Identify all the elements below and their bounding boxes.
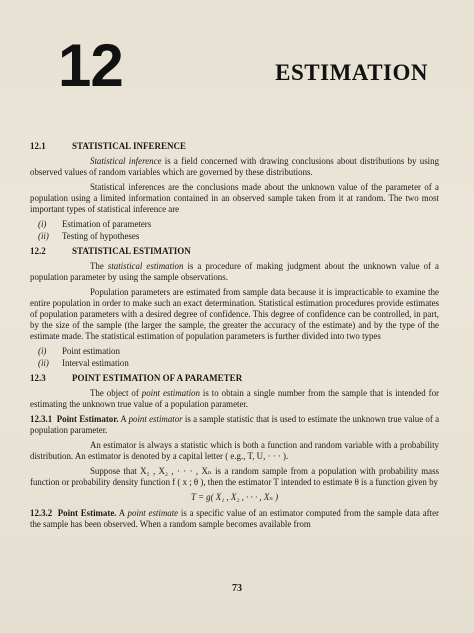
paragraph-text: A [118, 414, 129, 424]
term: statistical estimation [107, 261, 184, 271]
paragraph: Statistical inferences are the conclusions made about the unknown value of the parameter of a population using a limited information contained in an observed sample taken from it at random. The two most important types of statistical inference are [30, 182, 439, 214]
paragraph [30, 156, 439, 178]
paragraph-text: The object of [90, 388, 142, 398]
paragraph-text: is a field concerned with drawing conclusions about distributions by using observed values of random variables which are governed by these distributions. [30, 156, 440, 177]
section-heading-12-3 [30, 373, 439, 384]
page-content [30, 138, 439, 534]
paragraph [30, 388, 439, 410]
paragraph: Suppose that X₁ , X₂ , · · · , Xₙ is a random sample from a population with probability mass function or probability density function f ( x ; θ ), then the estimator T intended to estimate θ is a function given by [30, 466, 439, 487]
list-marker: (ii) [38, 358, 49, 368]
paragraph-text: is a procedure of making judgment about the unknown value of a population parameter by using the sample observations. [30, 261, 439, 282]
paragraph-text: is to obtain a single number from the sample that is intended for estimating the unknown true value of a population parameter. [30, 388, 439, 409]
formula: T = g( X₁ , X₂ , · · · , Xₙ ) [190, 492, 279, 502]
chapter-title: ESTIMATION [275, 60, 428, 85]
term: point estimation [141, 388, 200, 398]
section-number: 12.3 [30, 373, 46, 383]
list-text: Testing of hypotheses [62, 231, 140, 241]
list-marker: (ii) [38, 231, 49, 241]
term: point estimate [127, 508, 179, 518]
paragraph: An estimator is always a statistic which is both a function and random variable with a probability distribution. An estimator is denoted by a capital letter ( e.g., T, U, · · · ). [30, 440, 439, 461]
paragraph-text: A [116, 508, 128, 518]
list-text: Point estimation [62, 346, 120, 356]
subsection-12-3-2 [30, 508, 439, 530]
section-heading-12-2 [30, 246, 439, 257]
subsection-12-3-1 [30, 414, 439, 436]
list-text: Estimation of parameters [62, 219, 152, 229]
term: point estimator [128, 414, 183, 424]
subsection-number: 12.3.1 [30, 414, 53, 424]
list-marker: (i) [38, 346, 47, 356]
list-item [38, 219, 439, 230]
section-title: STATISTICAL ESTIMATION [72, 246, 191, 256]
paragraph-text: is a specific value of an estimator computed from the sample data after the sample has been observed. When a random sample becomes available from [30, 508, 439, 529]
section-number: 12.1 [30, 141, 46, 151]
section-number: 12.2 [30, 246, 46, 256]
page-number: 73 [232, 583, 242, 594]
list-marker: (i) [38, 219, 47, 229]
paragraph [30, 261, 439, 283]
paragraph: Population parameters are estimated from sample data because it is impracticable to examine the entire population in order to make such an exact determination. Statistical estimation procedures provide estimates of population parameters with a desired degree of confidence. This degree of confidence can be controlled, in part, by the size of the sample (the larger the sample, the greater the accuracy of the estimate) and by the type of the estimate made. The statistical estimation of population parameters is further divided into two types [30, 287, 439, 341]
section-title: STATISTICAL INFERENCE [72, 141, 186, 151]
subsection-label: Point Estimate. [57, 508, 117, 518]
subsection-label: Point Estimator. [56, 414, 119, 424]
list-item [38, 358, 439, 369]
list-item [38, 346, 439, 357]
section-title: POINT ESTIMATION OF A PARAMETER [72, 373, 243, 383]
term: Statistical inference [90, 156, 162, 166]
chapter-number: 12 [58, 32, 123, 99]
section-heading-12-1 [30, 141, 439, 152]
subsection-number: 12.3.2 [30, 508, 53, 518]
list-text: Interval estimation [62, 358, 129, 368]
paragraph-text: The [90, 261, 108, 271]
list-item [38, 231, 439, 242]
paragraph-text: is a sample statistic that is used to estimate the unknown true value of a population parameter. [30, 414, 440, 435]
